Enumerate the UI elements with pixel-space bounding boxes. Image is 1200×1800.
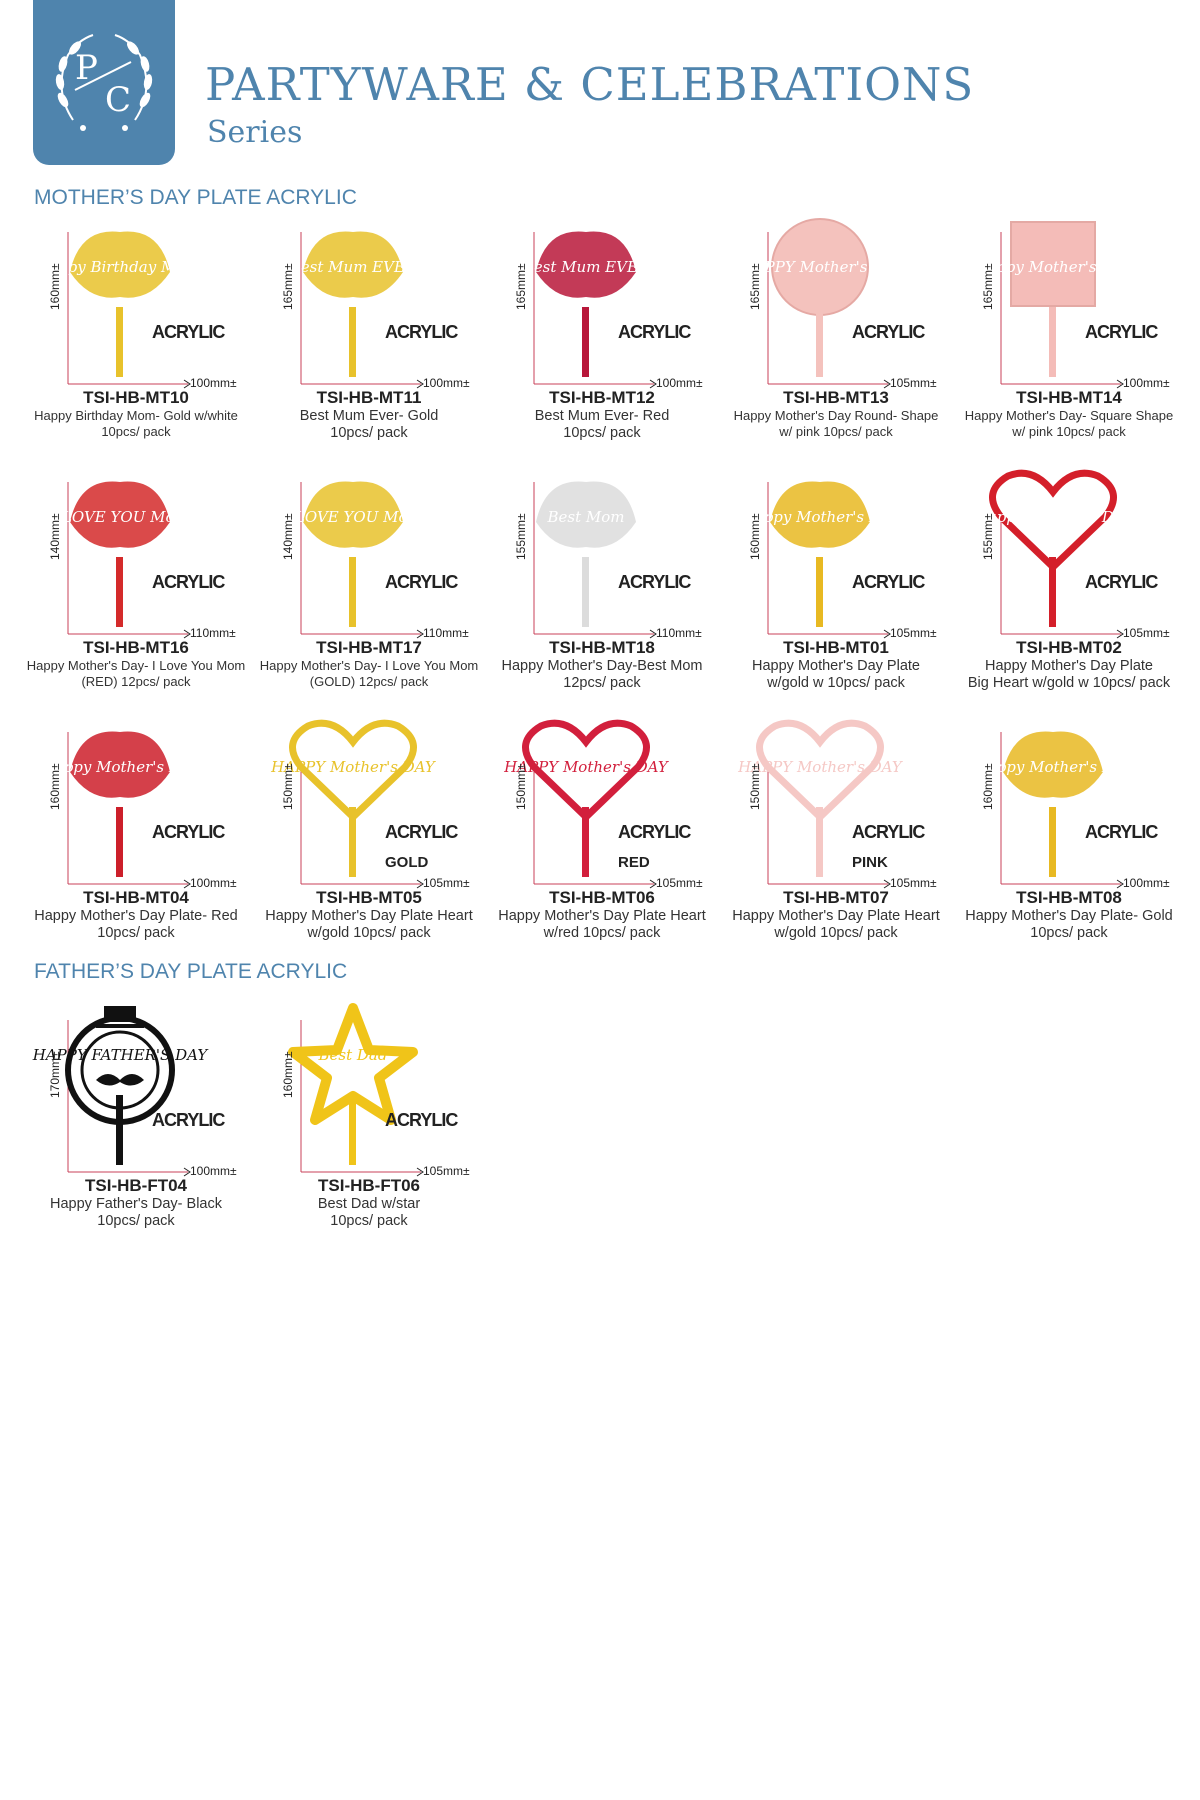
height-dimension: 140mm±	[281, 513, 295, 560]
description-line-1: Happy Mother's Day- I Love You Mom	[26, 658, 246, 673]
product-card	[20, 712, 252, 952]
height-dimension: 155mm±	[981, 513, 995, 560]
color-tag: GOLD	[385, 854, 429, 871]
width-dimension: 105mm±	[423, 876, 470, 890]
width-dimension: 110mm±	[190, 626, 236, 640]
acrylic-label: ACRYLIC	[385, 1110, 458, 1130]
acrylic-label: ACRYLIC	[152, 572, 225, 592]
description-line-2: 10pcs/ pack	[330, 1213, 408, 1229]
product-card	[486, 712, 718, 952]
description-line-1: Happy Birthday Mom- Gold w/white	[34, 408, 238, 423]
product-card	[953, 212, 1185, 452]
description-line-1: Happy Mother's Day Plate Heart	[498, 908, 706, 924]
acrylic-label: ACRYLIC	[385, 822, 458, 842]
product-description	[720, 408, 952, 440]
product-description	[253, 908, 485, 942]
acrylic-label: ACRYLIC	[618, 572, 691, 592]
product-code: TSI-HB-MT14	[1016, 388, 1122, 407]
acrylic-label: ACRYLIC	[1085, 322, 1158, 342]
product-code: TSI-HB-MT07	[783, 888, 889, 907]
height-dimension: 165mm±	[748, 263, 762, 310]
topper-text: Best Mum EVER	[289, 258, 417, 276]
topper-text: Happy Mother's Day	[741, 508, 899, 526]
topper-text: Happy Mother's Day	[974, 508, 1132, 526]
product-description	[953, 908, 1185, 942]
topper-text: HAPPY FATHER'S DAY	[32, 1046, 208, 1064]
description-line-2: 10pcs/ pack	[330, 425, 408, 441]
product-code: TSI-HB-MT05	[316, 888, 422, 907]
topper-text: HAPPY Mother's DAY	[504, 758, 668, 776]
width-dimension: 100mm±	[656, 376, 703, 390]
product-card	[253, 212, 485, 452]
description-line-2: 10pcs/ pack	[97, 1213, 175, 1229]
description-line-1: Happy Mother's Day Plate Heart	[265, 908, 473, 924]
description-line-2: 10pcs/ pack	[101, 424, 171, 439]
acrylic-label: ACRYLIC	[852, 822, 925, 842]
width-dimension: 105mm±	[890, 626, 937, 640]
product-description	[20, 408, 252, 440]
product-description	[486, 908, 718, 942]
description-line-2: w/ pink 10pcs/ pack	[1012, 424, 1126, 439]
height-dimension: 160mm±	[48, 263, 62, 310]
description-line-2: 10pcs/ pack	[563, 425, 641, 441]
topper-text: Happy Mother's Day	[41, 758, 199, 776]
acrylic-label: ACRYLIC	[152, 322, 225, 342]
topper-text: HAPPY Mother's day	[740, 258, 900, 276]
product-card	[253, 1000, 485, 1240]
product-code: TSI-HB-FT04	[85, 1176, 187, 1195]
product-card	[20, 462, 252, 702]
product-description	[253, 1196, 485, 1230]
product-code: TSI-HB-MT02	[1016, 638, 1122, 657]
topper-text: HAPPY Mother's DAY	[271, 758, 435, 776]
product-card	[486, 212, 718, 452]
product-card	[253, 462, 485, 702]
width-dimension: 105mm±	[890, 876, 937, 890]
description-line-1: Happy Mother's Day Plate Heart	[732, 908, 940, 924]
height-dimension: 160mm±	[981, 763, 995, 810]
height-dimension: 160mm±	[48, 763, 62, 810]
product-card	[20, 1000, 252, 1240]
product-code: TSI-HB-MT13	[783, 388, 889, 407]
description-line-1: Best Dad w/star	[317, 1196, 421, 1212]
acrylic-label: ACRYLIC	[1085, 572, 1158, 592]
product-description	[253, 658, 485, 690]
acrylic-label: ACRYLIC	[852, 322, 925, 342]
height-dimension: 155mm±	[514, 513, 528, 560]
product-code: TSI-HB-MT18	[549, 638, 655, 657]
description-line-2: w/gold 10pcs/ pack	[774, 925, 898, 941]
product-description	[953, 658, 1185, 692]
page-subtitle: Series	[207, 115, 303, 150]
product-description	[486, 408, 718, 442]
width-dimension: 110mm±	[423, 626, 469, 640]
page-title: PARTYWARE & CELEBRATIONS	[205, 58, 975, 111]
product-description	[20, 1196, 252, 1230]
description-line-1: Happy Mother's Day Round- Shape	[733, 408, 939, 423]
product-code: TSI-HB-MT08	[1016, 888, 1122, 907]
acrylic-label: ACRYLIC	[152, 1110, 225, 1130]
width-dimension: 100mm±	[423, 376, 470, 390]
description-line-2: Big Heart w/gold w 10pcs/ pack	[967, 675, 1171, 691]
height-dimension: 165mm±	[281, 263, 295, 310]
description-line-1: Happy Father's Day- Black	[50, 1196, 222, 1212]
topper-text: happy Mother's day	[977, 258, 1129, 276]
acrylic-label: ACRYLIC	[618, 322, 691, 342]
description-line-2: w/gold 10pcs/ pack	[307, 925, 431, 941]
topper-text: Best Dad	[318, 1046, 388, 1064]
topper-text: Best Mom	[547, 508, 625, 526]
product-code: TSI-HB-MT10	[83, 388, 189, 407]
product-description	[253, 408, 485, 442]
product-code: TSI-HB-MT04	[83, 888, 189, 907]
product-description	[20, 908, 252, 942]
product-description	[720, 658, 952, 692]
description-line-1: Best Mum Ever- Gold	[299, 408, 439, 424]
acrylic-label: ACRYLIC	[385, 572, 458, 592]
width-dimension: 100mm±	[1123, 376, 1170, 390]
acrylic-label: ACRYLIC	[1085, 822, 1158, 842]
width-dimension: 100mm±	[190, 876, 237, 890]
product-code: TSI-HB-MT16	[83, 638, 189, 657]
description-line-2: w/ pink 10pcs/ pack	[779, 424, 893, 439]
description-line-2: 10pcs/ pack	[97, 925, 175, 941]
product-card	[953, 462, 1185, 702]
height-dimension: 150mm±	[514, 763, 528, 810]
height-dimension: 150mm±	[281, 763, 295, 810]
product-code: TSI-HB-FT06	[318, 1176, 420, 1195]
width-dimension: 100mm±	[190, 376, 237, 390]
product-card	[720, 712, 952, 952]
topper-text: I LOVE YOU Mom	[284, 508, 422, 526]
width-dimension: 105mm±	[423, 1164, 470, 1178]
topper-text: Happy Birthday MOM	[36, 258, 204, 276]
topper-text: HAPPY Mother's DAY	[738, 758, 902, 776]
product-code: TSI-HB-MT01	[783, 638, 889, 657]
color-tag: PINK	[852, 854, 888, 871]
acrylic-label: ACRYLIC	[852, 572, 925, 592]
product-description	[953, 408, 1185, 440]
height-dimension: 160mm±	[748, 513, 762, 560]
height-dimension: 140mm±	[48, 513, 62, 560]
description-line-1: Best Mum Ever- Red	[534, 408, 670, 424]
section-title-fathers-day: FATHER’S DAY PLATE ACRYLIC	[34, 960, 348, 983]
description-line-1: Happy Mother's Day- I Love You Mom	[259, 658, 479, 673]
section-title-mothers-day: MOTHER’S DAY PLATE ACRYLIC	[34, 186, 357, 209]
acrylic-label: ACRYLIC	[385, 322, 458, 342]
description-line-1: Happy Mother's Day Plate- Red	[34, 908, 238, 924]
description-line-1: Happy Mother's Day Plate	[752, 658, 920, 674]
topper-text: Best Mum EVER	[522, 258, 650, 276]
height-dimension: 165mm±	[981, 263, 995, 310]
product-code: TSI-HB-MT06	[549, 888, 655, 907]
width-dimension: 105mm±	[656, 876, 703, 890]
description-line-1: Happy Mother's Day- Square Shape	[964, 408, 1174, 423]
width-dimension: 110mm±	[656, 626, 702, 640]
width-dimension: 100mm±	[1123, 876, 1170, 890]
height-dimension: 160mm±	[281, 1051, 295, 1098]
topper-text: I LOVE YOU Mom	[51, 508, 189, 526]
product-description	[486, 658, 718, 692]
description-line-2: (GOLD) 12pcs/ pack	[309, 674, 429, 689]
product-card	[20, 212, 252, 452]
height-dimension: 170mm±	[48, 1051, 62, 1098]
brand-logo	[33, 0, 175, 165]
product-card	[720, 212, 952, 452]
product-code: TSI-HB-MT17	[316, 638, 422, 657]
description-line-2: 10pcs/ pack	[1030, 925, 1108, 941]
product-description	[720, 908, 952, 942]
description-line-2: w/red 10pcs/ pack	[543, 925, 661, 941]
width-dimension: 100mm±	[190, 1164, 237, 1178]
color-tag: RED	[618, 854, 650, 871]
product-card	[253, 712, 485, 952]
product-card	[953, 712, 1185, 952]
height-dimension: 165mm±	[514, 263, 528, 310]
width-dimension: 105mm±	[890, 376, 937, 390]
product-card	[720, 462, 952, 702]
description-line-1: Happy Mother's Day Plate- Gold	[965, 908, 1173, 924]
logo-letter-p: P	[75, 48, 98, 88]
product-description	[20, 658, 252, 690]
topper-text: Happy Mother's Day	[974, 758, 1132, 776]
description-line-1: Happy Mother's Day Plate	[985, 658, 1153, 674]
width-dimension: 105mm±	[1123, 626, 1170, 640]
description-line-2: (RED) 12pcs/ pack	[81, 674, 191, 689]
product-code: TSI-HB-MT11	[316, 388, 422, 407]
product-code: TSI-HB-MT12	[549, 388, 655, 407]
description-line-2: w/gold w 10pcs/ pack	[767, 675, 905, 691]
acrylic-label: ACRYLIC	[618, 822, 691, 842]
product-card	[486, 462, 718, 702]
acrylic-label: ACRYLIC	[152, 822, 225, 842]
description-line-1: Happy Mother's Day-Best Mom	[501, 658, 703, 674]
laurel-wreath-icon	[33, 0, 175, 165]
logo-letter-c: C	[105, 80, 132, 120]
description-line-2: 12pcs/ pack	[563, 675, 641, 691]
height-dimension: 150mm±	[748, 763, 762, 810]
